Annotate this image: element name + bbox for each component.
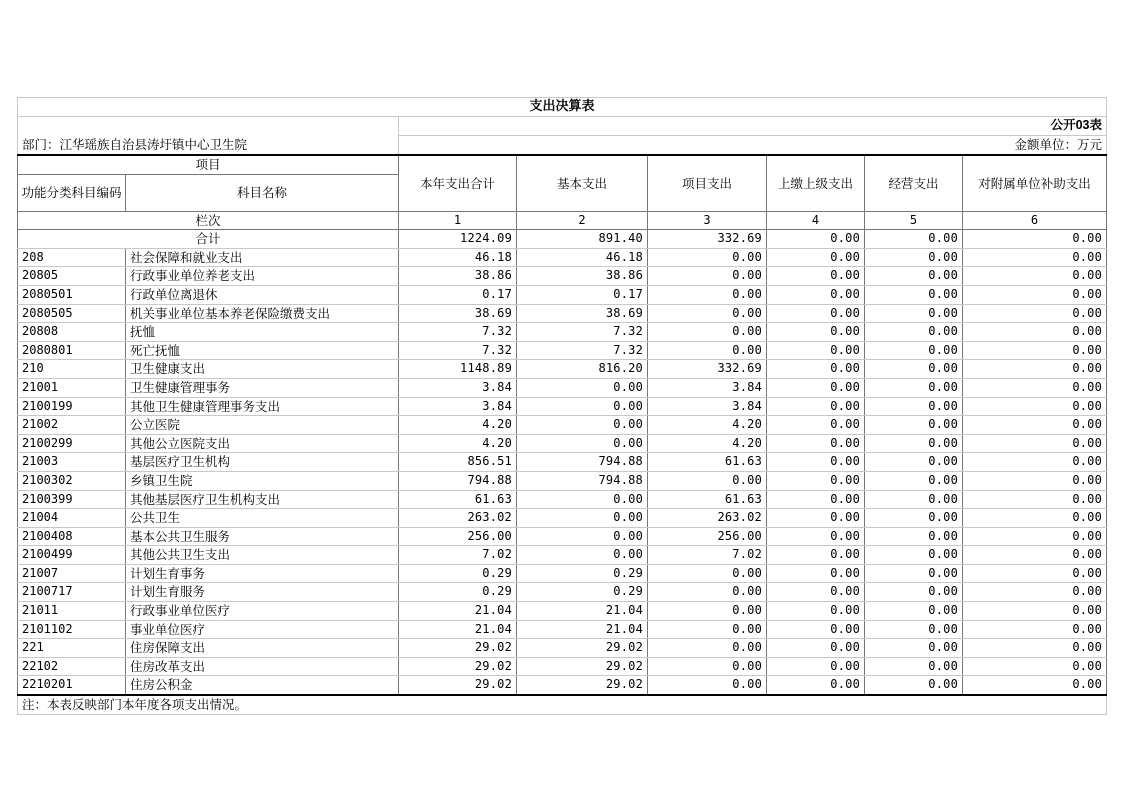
- row-value: 0.00: [865, 285, 963, 304]
- row-value: 0.00: [648, 676, 767, 695]
- info-row: [18, 136, 1107, 156]
- row-value: 38.86: [399, 267, 517, 286]
- row-value: 0.17: [517, 285, 648, 304]
- row-value: 0.00: [648, 304, 767, 323]
- row-value: 7.32: [517, 341, 648, 360]
- row-value: 0.00: [865, 471, 963, 490]
- row-value: 29.02: [517, 657, 648, 676]
- row-name: 其他公立医院支出: [126, 434, 399, 453]
- row-value: 0.00: [865, 639, 963, 658]
- row-value: 0.00: [963, 453, 1107, 472]
- row-value: 0.29: [399, 583, 517, 602]
- row-value: 263.02: [648, 509, 767, 528]
- row-value: 0.00: [963, 434, 1107, 453]
- col-number: 3: [648, 211, 767, 230]
- row-value: 0.00: [865, 564, 963, 583]
- row-value: 794.88: [517, 471, 648, 490]
- row-value: 21.04: [399, 602, 517, 621]
- row-value: 0.29: [399, 564, 517, 583]
- row-name: 计划生育事务: [126, 564, 399, 583]
- row-code: 21002: [18, 416, 126, 435]
- note-text: 注：本表反映部门本年度各项支出情况。: [18, 695, 1107, 714]
- row-value: 0.00: [648, 564, 767, 583]
- row-code: 20805: [18, 267, 126, 286]
- header-col-project: 项目支出: [648, 155, 767, 211]
- row-value: 256.00: [399, 527, 517, 546]
- row-value: 0.17: [399, 285, 517, 304]
- row-value: 3.84: [648, 378, 767, 397]
- row-value: 4.20: [399, 416, 517, 435]
- row-value: 0.00: [648, 620, 767, 639]
- row-value: 0.00: [648, 602, 767, 621]
- row-value: 61.63: [399, 490, 517, 509]
- department-label: 部门：江华瑶族自治县涛圩镇中心卫生院: [18, 136, 399, 156]
- row-value: 0.00: [767, 657, 865, 676]
- row-value: 0.00: [767, 676, 865, 695]
- col-number: 5: [865, 211, 963, 230]
- row-code: 21007: [18, 564, 126, 583]
- row-value: 0.00: [963, 341, 1107, 360]
- table-row: [18, 527, 1107, 546]
- table-row: [18, 304, 1107, 323]
- row-name: 抚恤: [126, 323, 399, 342]
- row-name: 事业单位医疗: [126, 620, 399, 639]
- row-value: 0.29: [517, 564, 648, 583]
- header-row-1: [18, 155, 1107, 174]
- expenditure-report-sheet: [17, 97, 1106, 715]
- row-value: 263.02: [399, 509, 517, 528]
- note-row: [18, 695, 1107, 714]
- row-value: 0.00: [963, 416, 1107, 435]
- total-value: 332.69: [648, 230, 767, 249]
- row-code: 2100717: [18, 583, 126, 602]
- row-value: 0.00: [767, 341, 865, 360]
- row-value: 0.00: [648, 341, 767, 360]
- row-value: 0.00: [517, 546, 648, 565]
- row-name: 住房公积金: [126, 676, 399, 695]
- row-value: 0.00: [865, 397, 963, 416]
- row-value: 21.04: [517, 620, 648, 639]
- row-name: 公立医院: [126, 416, 399, 435]
- row-code: 2080505: [18, 304, 126, 323]
- row-value: 0.00: [865, 546, 963, 565]
- row-value: 0.00: [767, 248, 865, 267]
- row-code: 2100299: [18, 434, 126, 453]
- row-value: 46.18: [517, 248, 648, 267]
- table-row: [18, 434, 1107, 453]
- row-value: 0.00: [963, 304, 1107, 323]
- header-col-operating: 经营支出: [865, 155, 963, 211]
- row-value: 0.00: [767, 360, 865, 379]
- table-row: [18, 267, 1107, 286]
- table-row: [18, 546, 1107, 565]
- row-value: 0.00: [963, 248, 1107, 267]
- row-value: 29.02: [399, 639, 517, 658]
- row-value: 856.51: [399, 453, 517, 472]
- row-code: 221: [18, 639, 126, 658]
- row-value: 0.00: [865, 657, 963, 676]
- row-value: 7.02: [399, 546, 517, 565]
- total-value: 0.00: [865, 230, 963, 249]
- row-value: 794.88: [517, 453, 648, 472]
- row-value: 0.00: [865, 434, 963, 453]
- row-name: 公共卫生: [126, 509, 399, 528]
- table-row: [18, 657, 1107, 676]
- row-value: 0.00: [865, 360, 963, 379]
- col-number: 1: [399, 211, 517, 230]
- row-value: 0.00: [517, 527, 648, 546]
- row-value: 0.00: [517, 416, 648, 435]
- row-code: 210: [18, 360, 126, 379]
- row-value: 0.00: [767, 546, 865, 565]
- table-row: [18, 397, 1107, 416]
- row-value: 0.00: [767, 583, 865, 602]
- row-value: 0.00: [517, 434, 648, 453]
- row-code: 22102: [18, 657, 126, 676]
- row-value: 332.69: [648, 360, 767, 379]
- total-value: 1224.09: [399, 230, 517, 249]
- total-label: 合计: [18, 230, 399, 249]
- row-code: 20808: [18, 323, 126, 342]
- row-label: 栏次: [18, 211, 399, 230]
- row-value: 7.32: [517, 323, 648, 342]
- table-row: [18, 360, 1107, 379]
- row-value: 0.00: [767, 620, 865, 639]
- table-row: [18, 285, 1107, 304]
- row-value: 38.86: [517, 267, 648, 286]
- row-code: 2100408: [18, 527, 126, 546]
- row-value: 0.00: [963, 509, 1107, 528]
- total-value: 0.00: [963, 230, 1107, 249]
- row-name: 计划生育服务: [126, 583, 399, 602]
- row-value: 3.84: [648, 397, 767, 416]
- row-value: 0.00: [865, 378, 963, 397]
- row-code: 21004: [18, 509, 126, 528]
- table-row: [18, 378, 1107, 397]
- row-value: 0.00: [865, 416, 963, 435]
- row-value: 256.00: [648, 527, 767, 546]
- table-row: [18, 620, 1107, 639]
- table-row: [18, 602, 1107, 621]
- table-code-row: [18, 117, 1107, 136]
- row-value: 3.84: [399, 397, 517, 416]
- row-name: 行政事业单位养老支出: [126, 267, 399, 286]
- row-value: 0.00: [865, 509, 963, 528]
- row-value: 1148.89: [399, 360, 517, 379]
- row-value: 0.00: [865, 676, 963, 695]
- table-row: [18, 323, 1107, 342]
- row-value: 0.00: [648, 583, 767, 602]
- row-value: 0.00: [767, 490, 865, 509]
- row-value: 0.00: [517, 397, 648, 416]
- row-value: 0.00: [963, 471, 1107, 490]
- row-value: 0.00: [963, 676, 1107, 695]
- row-name: 乡镇卫生院: [126, 471, 399, 490]
- row-name: 其他基层医疗卫生机构支出: [126, 490, 399, 509]
- row-value: 0.00: [648, 639, 767, 658]
- row-value: 0.00: [963, 490, 1107, 509]
- table-code: 公开03表: [399, 117, 1107, 136]
- row-value: 0.00: [865, 490, 963, 509]
- table-row: [18, 509, 1107, 528]
- header-col-basic: 基本支出: [517, 155, 648, 211]
- row-value: 0.00: [865, 248, 963, 267]
- row-value: 4.20: [648, 416, 767, 435]
- row-name: 社会保障和就业支出: [126, 248, 399, 267]
- table-row: [18, 453, 1107, 472]
- data-rows: [18, 248, 1107, 695]
- row-value: 0.00: [963, 267, 1107, 286]
- title-row: [18, 98, 1107, 117]
- header-name-col: 科目名称: [126, 174, 399, 211]
- row-value: 46.18: [399, 248, 517, 267]
- row-value: 0.00: [963, 378, 1107, 397]
- row-value: 21.04: [517, 602, 648, 621]
- row-value: 0.00: [963, 620, 1107, 639]
- table-row: [18, 341, 1107, 360]
- row-value: 0.00: [865, 602, 963, 621]
- header-col-remit-upper: 上缴上级支出: [767, 155, 865, 211]
- row-name: 住房保障支出: [126, 639, 399, 658]
- row-code: 2100499: [18, 546, 126, 565]
- row-value: 0.00: [767, 509, 865, 528]
- row-value: 0.00: [648, 657, 767, 676]
- header-code-col: 功能分类科目编码: [18, 174, 126, 211]
- row-value: 3.84: [399, 378, 517, 397]
- row-name: 死亡抚恤: [126, 341, 399, 360]
- row-value: 0.00: [767, 453, 865, 472]
- table-row: [18, 416, 1107, 435]
- row-code: 2100199: [18, 397, 126, 416]
- row-value: 7.32: [399, 323, 517, 342]
- header-col-subsidy: 对附属单位补助支出: [963, 155, 1107, 211]
- row-value: 0.00: [648, 267, 767, 286]
- row-value: 7.02: [648, 546, 767, 565]
- row-value: 0.00: [767, 267, 865, 286]
- table-row: [18, 490, 1107, 509]
- row-name: 其他公共卫生支出: [126, 546, 399, 565]
- table-row: [18, 639, 1107, 658]
- header-item: 项目: [18, 155, 399, 174]
- row-value: 0.00: [963, 360, 1107, 379]
- row-value: 0.00: [767, 564, 865, 583]
- row-value: 0.00: [865, 341, 963, 360]
- row-value: 0.00: [767, 527, 865, 546]
- row-value: 0.00: [767, 397, 865, 416]
- row-value: 0.00: [517, 378, 648, 397]
- row-value: 0.00: [963, 546, 1107, 565]
- row-value: 0.00: [865, 583, 963, 602]
- row-code: 2101102: [18, 620, 126, 639]
- row-value: 0.00: [648, 323, 767, 342]
- row-value: 38.69: [399, 304, 517, 323]
- table-row: [18, 583, 1107, 602]
- row-value: 0.00: [767, 285, 865, 304]
- row-value: 0.00: [963, 639, 1107, 658]
- row-value: 0.00: [963, 564, 1107, 583]
- row-name: 基本公共卫生服务: [126, 527, 399, 546]
- row-code: 2080801: [18, 341, 126, 360]
- row-value: 0.00: [517, 509, 648, 528]
- row-value: 0.00: [963, 527, 1107, 546]
- row-value: 0.00: [767, 471, 865, 490]
- table-row: [18, 676, 1107, 695]
- row-name: 机关事业单位基本养老保险缴费支出: [126, 304, 399, 323]
- row-code: 2210201: [18, 676, 126, 695]
- expenditure-table: [17, 97, 1107, 715]
- row-value: 0.00: [865, 527, 963, 546]
- row-value: 4.20: [399, 434, 517, 453]
- table-row: [18, 248, 1107, 267]
- total-row: [18, 230, 1107, 249]
- row-value: 0.00: [865, 304, 963, 323]
- row-code: 2100302: [18, 471, 126, 490]
- row-code: 21001: [18, 378, 126, 397]
- row-value: 0.00: [963, 602, 1107, 621]
- row-value: 0.00: [648, 471, 767, 490]
- row-value: 0.00: [865, 267, 963, 286]
- row-value: 0.00: [767, 304, 865, 323]
- row-value: 0.00: [767, 639, 865, 658]
- total-value: 0.00: [767, 230, 865, 249]
- row-value: 7.32: [399, 341, 517, 360]
- row-value: 0.29: [517, 583, 648, 602]
- row-name: 住房改革支出: [126, 657, 399, 676]
- row-value: 4.20: [648, 434, 767, 453]
- row-code: 208: [18, 248, 126, 267]
- row-value: 0.00: [767, 378, 865, 397]
- row-value: 0.00: [865, 323, 963, 342]
- column-number-row: [18, 211, 1107, 230]
- unit-label: 金额单位：万元: [399, 136, 1107, 156]
- col-number: 6: [963, 211, 1107, 230]
- row-value: 0.00: [767, 416, 865, 435]
- col-number: 2: [517, 211, 648, 230]
- row-value: 816.20: [517, 360, 648, 379]
- row-value: 0.00: [517, 490, 648, 509]
- row-value: 29.02: [517, 639, 648, 658]
- row-value: 0.00: [865, 453, 963, 472]
- row-value: 61.63: [648, 453, 767, 472]
- row-name: 卫生健康管理事务: [126, 378, 399, 397]
- row-code: 21011: [18, 602, 126, 621]
- row-value: 61.63: [648, 490, 767, 509]
- row-value: 0.00: [648, 285, 767, 304]
- row-value: 21.04: [399, 620, 517, 639]
- row-value: 0.00: [963, 323, 1107, 342]
- row-value: 29.02: [399, 657, 517, 676]
- row-name: 行政事业单位医疗: [126, 602, 399, 621]
- row-name: 基层医疗卫生机构: [126, 453, 399, 472]
- row-code: 2100399: [18, 490, 126, 509]
- row-value: 0.00: [767, 602, 865, 621]
- row-value: 0.00: [648, 248, 767, 267]
- row-value: 29.02: [399, 676, 517, 695]
- row-value: 29.02: [517, 676, 648, 695]
- row-name: 卫生健康支出: [126, 360, 399, 379]
- row-value: 0.00: [767, 323, 865, 342]
- row-value: 0.00: [963, 583, 1107, 602]
- table-row: [18, 471, 1107, 490]
- row-value: 0.00: [767, 434, 865, 453]
- row-code: 21003: [18, 453, 126, 472]
- row-value: 794.88: [399, 471, 517, 490]
- row-code: 2080501: [18, 285, 126, 304]
- row-value: 0.00: [963, 285, 1107, 304]
- header-col-total: 本年支出合计: [399, 155, 517, 211]
- row-value: 0.00: [963, 657, 1107, 676]
- total-value: 891.40: [517, 230, 648, 249]
- row-value: 38.69: [517, 304, 648, 323]
- report-title: 支出决算表: [18, 98, 1107, 117]
- table-row: [18, 564, 1107, 583]
- col-number: 4: [767, 211, 865, 230]
- row-name: 行政单位离退休: [126, 285, 399, 304]
- row-name: 其他卫生健康管理事务支出: [126, 397, 399, 416]
- row-value: 0.00: [865, 620, 963, 639]
- row-value: 0.00: [963, 397, 1107, 416]
